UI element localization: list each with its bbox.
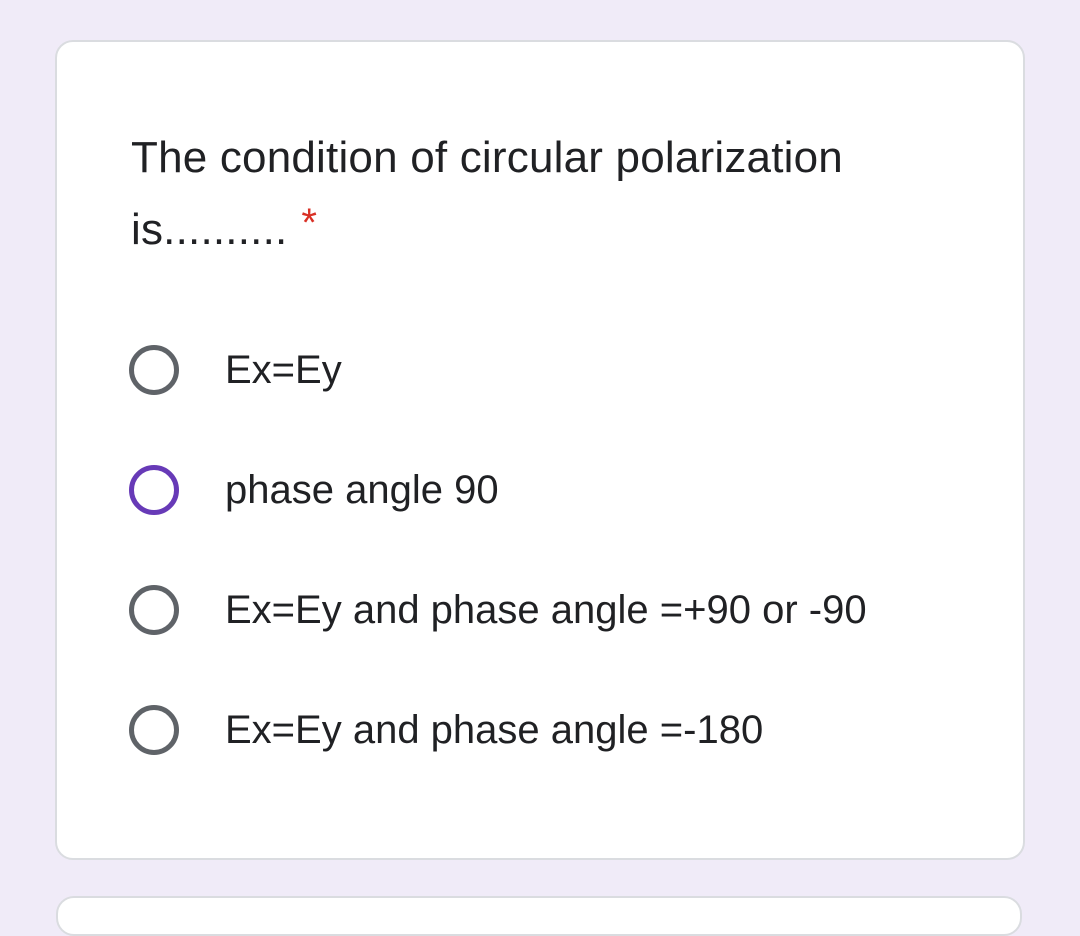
radio-circle-icon[interactable] bbox=[129, 465, 179, 515]
option-label: Ex=Ey and phase angle =+90 or -90 bbox=[225, 587, 867, 632]
question-card bbox=[55, 40, 1025, 860]
question-title bbox=[131, 122, 951, 267]
option-label: phase angle 90 bbox=[225, 467, 499, 512]
radio-circle-icon[interactable] bbox=[129, 345, 179, 395]
radio-circle-icon[interactable] bbox=[129, 705, 179, 755]
question-text: The condition of circular polarization is.......... bbox=[131, 133, 843, 254]
radio-circle-icon[interactable] bbox=[129, 585, 179, 635]
radio-option-phase-angle-90[interactable] bbox=[129, 458, 499, 522]
radio-option-ex-equals-ey-phase-minus-180[interactable] bbox=[129, 698, 763, 762]
option-label: Ex=Ey and phase angle =-180 bbox=[225, 707, 764, 752]
option-label: Ex=Ey bbox=[225, 347, 342, 392]
next-question-card bbox=[56, 896, 1022, 936]
required-asterisk: * bbox=[301, 201, 318, 245]
radio-option-ex-equals-ey-phase-plus-minus-90[interactable] bbox=[129, 578, 867, 642]
radio-option-ex-equals-ey[interactable] bbox=[129, 338, 342, 402]
